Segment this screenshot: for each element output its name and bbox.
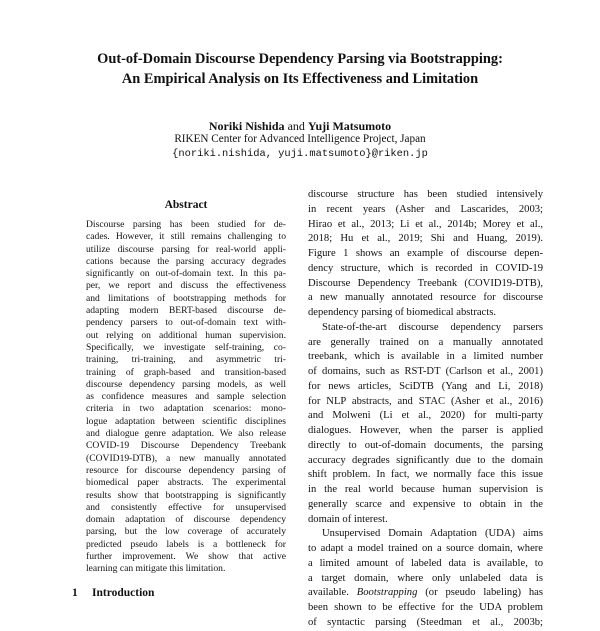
body-line: Figure 1 shows an example of discourse depen- [308, 248, 543, 259]
author-name-2: Yuji Matsumoto [307, 119, 392, 133]
body-line: been shown to be effective for the UDA problem [308, 602, 543, 613]
body-line: dependency parsing of biomedical abstracts. [308, 307, 496, 318]
section-heading [72, 586, 154, 601]
paper-title [40, 49, 560, 89]
body-line: shift problem. In fact, we normally face this issue [308, 469, 543, 481]
body-line: a limited amount of labeled data is available, to [308, 557, 543, 569]
body-line: are generally trained on a manually annotated [308, 336, 543, 348]
body-line: to adapt a model trained on a source domain, where [308, 543, 543, 554]
abstract-line: significantly on out-of-domain text. In this pa- [86, 268, 286, 280]
abstract-line: COVID-19 Discourse Dependency Treebank [86, 440, 286, 452]
abstract-line: adapting modern BERT-based discourse de- [86, 305, 286, 317]
body-line: Discourse Dependency Treebank (COVID19-DTB), [308, 277, 543, 289]
body-line: Hirao et al., 2013; Li et al., 2014b; Morey et al., [308, 218, 543, 230]
affiliation: RIKEN Center for Advanced Intelligence Project, Japan [174, 133, 426, 145]
abstract-line: and consistently effective for unsupervised [86, 501, 286, 513]
abstract-line: domain adaptation of discourse dependency [86, 514, 286, 526]
body-line: dialogues. However, when the parser is applied [308, 425, 543, 436]
body-line: and Molweni (Li et al., 2020) for multi-party [308, 410, 543, 422]
body-line: for NLP abstracts, and STAC (Asher et al., 2016) [308, 395, 543, 407]
body-line: in the real world because human supervision is [308, 484, 543, 495]
abstract-line: per, we report and discuss the effectiveness [86, 280, 286, 292]
body-line: Unsupervised Domain Adaptation (UDA) aims [322, 528, 543, 540]
abstract-line: resource for discourse dependency parsing of [86, 464, 286, 476]
body-text-column [308, 188, 543, 631]
body-line: generally scarce and expensive to obtain in the [308, 498, 543, 510]
body-line: 2018; Hu et al., 2019; Shi and Huang, 2019). [308, 233, 543, 245]
abstract-line: training of graph-based and transition-based [86, 366, 286, 378]
section-number: 1 [72, 587, 78, 599]
abstract-line: results show that bootstrapping is significantly [86, 489, 286, 501]
body-line: dency structure, which is recorded in COVID-19 [308, 262, 543, 274]
section-title: Introduction [92, 587, 155, 599]
abstract-line: discourse dependency parsing models, as well [86, 378, 286, 390]
body-line: a target domain, where only unlabeled data is [308, 572, 543, 584]
abstract-line: and dialogue genre adaptation. We also release [86, 428, 286, 440]
author-email: {noriki.nishida, yuji.matsumoto}@riken.jp [172, 148, 428, 160]
body-line: treebank, which is available in a limited number [308, 351, 543, 363]
abstract-line: logue adaptation between scientific disciplines [86, 415, 286, 427]
abstract-line: parsing, but the low coverage of accurately [86, 526, 286, 538]
abstract-line: pendency parsers to out-of-domain text with- [86, 317, 286, 329]
abstract-line: biomedical paper abstracts. The experimental [86, 477, 286, 489]
body-line: discourse structure has been studied intensively [308, 189, 543, 200]
abstract-line: further improvement. We show that active [86, 551, 286, 563]
abstract-line: cations because the parsing accuracy degrades [86, 255, 286, 267]
body-line: in recent years (Asher and Lascarides, 2003; [308, 203, 543, 215]
body-line: a new manually annotated resource for discourse [308, 292, 543, 304]
body-line: for news articles, SciDTB (Yang and Li, 2018) [308, 380, 543, 392]
title-line-1: Out-of-Domain Discourse Dependency Parsing via Bootstrapping: [97, 51, 503, 67]
abstract-line: predicted pseudo labels is a bottleneck for [86, 538, 286, 550]
abstract-line: utilize discourse parsing for real-world appli- [86, 243, 286, 255]
abstract-line: criteria in two adaptation scenarios: mono- [86, 403, 286, 415]
body-line: accuracy degrades significantly due to the domain [308, 454, 543, 466]
title-line-2: An Empirical Analysis on Its Effectiveness and Limitation [121, 71, 479, 87]
abstract-line: (COVID19-DTB), a new manually annotated [86, 452, 286, 464]
abstract-line: as confidence measures and sample selection [86, 391, 286, 403]
abstract-line: cades. However, it still remains challenging to [86, 231, 286, 243]
abstract-line: out relying on additional human supervision. [86, 329, 286, 341]
abstract-line: Discourse parsing has been studied for de- [86, 219, 286, 230]
body-line: State-of-the-art discourse dependency parsers [322, 321, 543, 333]
body-line: available. Bootstrapping (or pseudo labeling) has [308, 587, 543, 599]
body-line: of syntactic parsing (Steedman et al., 2003b; [308, 616, 543, 628]
abstract-line: learning can mitigate this limitation. [86, 563, 226, 575]
abstract-line: training, tri-training, and asymmetric tri- [86, 354, 286, 366]
abstract-line: Specifically, we investigate self-training, co- [86, 341, 286, 353]
body-line: of domains, such as RST-DT (Carlson et al., 2001) [308, 366, 543, 377]
body-line: domain of interest. [308, 513, 388, 525]
abstract-heading: Abstract [164, 199, 208, 211]
abstract-line: and limitations of bootstrapping methods for [86, 292, 286, 304]
author-name-1: Noriki Nishida [208, 119, 285, 133]
body-line: directly to out-of-domain documents, the parsing [308, 439, 543, 451]
author-separator: and [287, 119, 305, 133]
abstract-body [86, 219, 286, 576]
